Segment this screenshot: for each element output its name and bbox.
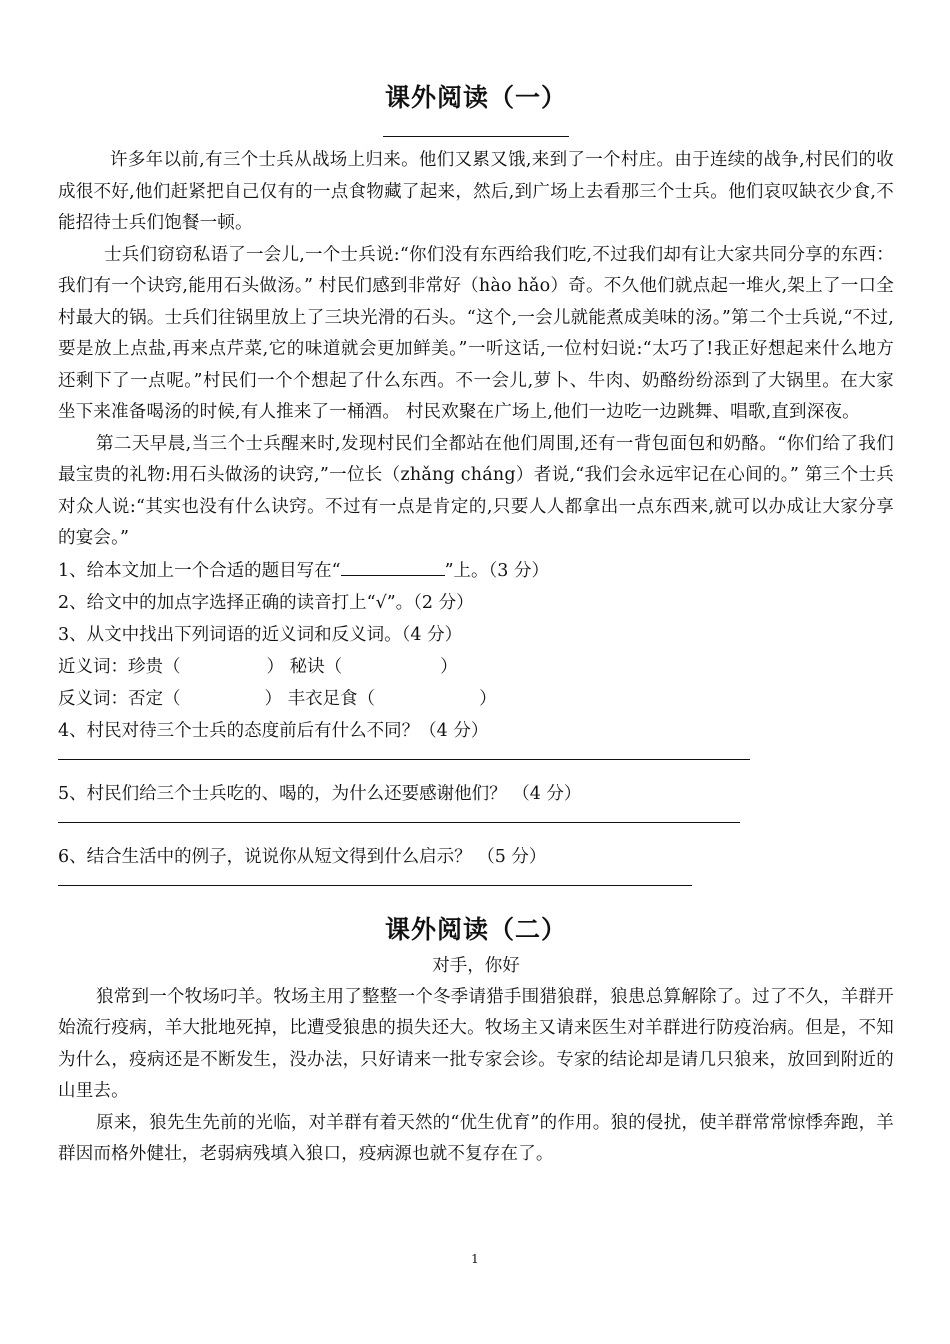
antonym-end: ） (479, 688, 497, 709)
section2-paragraph-2: 原来，狼先生先前的光临，对羊群有着天然的“优生优育”的作用。狼的侵扰，使羊群常常惊悸奔跑，羊群因而格外健壮，老弱病残填入狼口，疫病源也就不复存在了。 (58, 1112, 894, 1164)
question-1-text-before: 1、给本文加上一个合适的题目写在“ (58, 560, 341, 581)
question-1 (58, 555, 894, 587)
question-2: 2、给文中的加点字选择正确的读音打上“√”。（2 分） (58, 592, 474, 613)
antonym-label: 反义词：否定（ (58, 688, 181, 709)
question-3-synonyms (58, 651, 894, 683)
answer-line-4[interactable] (58, 759, 750, 760)
section1-title: 课外阅读（一） (384, 83, 567, 112)
synonym-label: 近义词：珍贵（ (58, 656, 181, 677)
synonym-end: ） (440, 656, 458, 677)
question-6: 6、结合生活中的例子，说说你从短文得到什么启示？ （5 分） (58, 846, 547, 867)
answer-line-5[interactable] (58, 822, 740, 823)
section1-paragraph-2: 士兵们窃窃私语了一会儿,一个士兵说:“你们没有东西给我们吃,不过我们却有让大家共同分享的东西：我们有一个诀窍,能用石头做汤。” 村民们感到非常好（hào hǎo）奇。不久他们就点起一堆火,架上了一口全村最大的锅。士兵们往锅里放上了三块光滑的石头。“这个,一会儿就能煮成美味的汤。”第二个士兵说,“不过,要是放上点盐,再来点芹菜,它的味道就会更加鲜美。”一听这话,一位村妇说:“太巧了!我正好想起来什么地方还剩下了一点呢。”村民们一个个想起了什么东西。不一会儿,萝卜、牛肉、奶酪纷纷添到了大锅里。在大家坐下来准备喝汤的时候,有人推来了一桶酒。 村民欢聚在广场上,他们一边吃一边跳舞、唱歌,直到深夜。 (58, 244, 894, 422)
section1-paragraph-3: 第二天早晨,当三个士兵醒来时,发现村民们全都站在他们周围,还有一背包面包和奶酪。“你们给了我们最宝贵的礼物:用石头做汤的诀窍,”一位长（zhǎng cháng）者说,“我们会永远牢记在心间的。” 第三个士兵对众人说:“其实也没有什么诀窍。不过有一点是肯定的,只要人人都拿出一点东西来,就可以办成让大家分享的宴会。” (58, 433, 894, 548)
section2-subtitle: 对手，你好 (432, 955, 520, 976)
title-underline (383, 136, 569, 137)
section1-paragraph-1: 许多年以前,有三个士兵从战场上归来。他们又累又饿,来到了一个村庄。由于连续的战争,村民们的收成很不好,他们赶紧把自己仅有的一点食物藏了起来，然后,到广场上去看那三个士兵。他们哀叹缺衣少食,不能招待士兵们饱餐一顿。 (58, 150, 894, 233)
section2-paragraph-1: 狼常到一个牧场叼羊。牧场主用了整整一个冬季请猎手围猎狼群，狼患总算解除了。过了不久，羊群开始流行疫病，羊大批地死掉，比遭受狼患的损失还大。牧场主又请来医生对羊群进行防疫治病。但是，不知为什么，疫病还是不断发生，没办法，只好请来一批专家会诊。专家的结论却是请几只狼来，放回到附近的山里去。 (58, 986, 894, 1101)
question-5: 5、村民们给三个士兵吃的、喝的，为什么还要感谢他们？ （4 分） (58, 783, 582, 804)
document-page (58, 80, 894, 1171)
section2-title: 课外阅读（二） (384, 914, 567, 944)
antonym-mid: ） 丰衣足食（ (264, 688, 376, 709)
answer-line-6[interactable] (58, 885, 692, 886)
question-3-antonyms (58, 683, 894, 715)
question-1-text-after: ”上。（3 分） (444, 560, 549, 581)
question-4: 4、村民对待三个士兵的态度前后有什么不同？（4 分） (58, 720, 489, 741)
page-number: 1 (471, 1252, 479, 1266)
synonym-mid: ） 秘诀（ (266, 656, 343, 677)
question-3: 3、从文中找出下列词语的近义词和反义词。（4 分） (58, 624, 463, 645)
title-answer-blank[interactable] (341, 558, 445, 576)
